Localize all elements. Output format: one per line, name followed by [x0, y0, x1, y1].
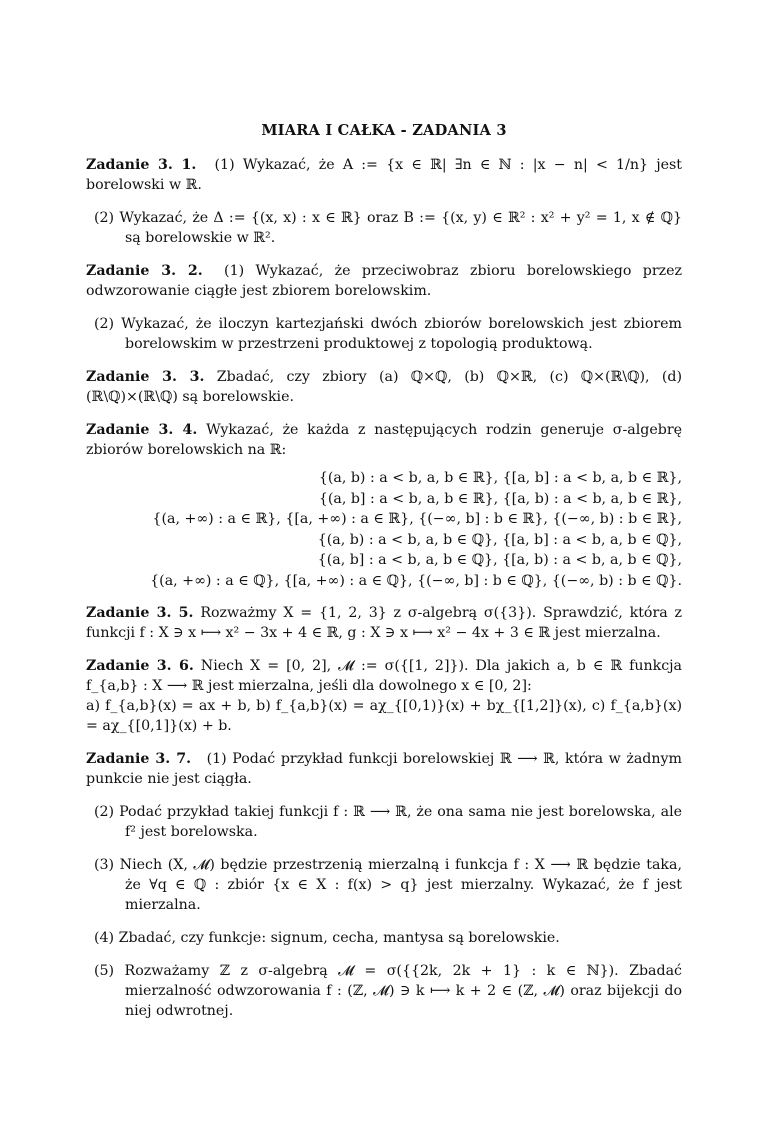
- exercise-3-6: [86, 656, 682, 736]
- family-line: {(a, +∞) : a ∈ ℚ}, {[a, +∞) : a ∈ ℚ}, {(−∞, b] : b ∈ ℚ}, {(−∞, b) : b ∈ ℚ}.: [150, 572, 682, 589]
- exercise-3-7-part-4: (4) Zbadać, czy funkcje: signum, cecha, mantysa są borelowskie.: [94, 930, 560, 946]
- exercise-text: Niech X = [0, 2], 𝓜 := σ({[1, 2]}). Dla jakich a, b ∈ ℝ funkcja f_{a,b} : X ⟶ ℝ jest mierzalna, jeśli dla dowolnego x ∈ [0, 2]:: [86, 658, 682, 694]
- exercise-label: Zadanie 3. 3.: [86, 369, 205, 385]
- exercise-label: Zadanie 3. 2.: [86, 263, 203, 279]
- exercise-label: Zadanie 3. 7.: [86, 751, 192, 767]
- family-line: {(a, b) : a < b, a, b ∈ ℝ}, {[a, b] : a < b, a, b ∈ ℝ},: [318, 470, 682, 486]
- exercise-3-1: [86, 155, 682, 195]
- exercise-3-1-part-2: (2) Wykazać, że Δ := {(x, x) : x ∈ ℝ} oraz B := {(x, y) ∈ ℝ² : x² + y² = 1, x ∉ ℚ} są borelowskie w ℝ².: [94, 210, 682, 246]
- exercise-3-3: [86, 367, 682, 407]
- exercise-label: Zadanie 3. 4.: [86, 422, 198, 438]
- exercise-label: Zadanie 3. 1.: [86, 157, 197, 173]
- family-line: {(a, b] : a < b, a, b ∈ ℝ}, {[a, b) : a < b, a, b ∈ ℝ},: [318, 490, 682, 507]
- exercise-3-7-part-2: (2) Podać przykład takiej funkcji f : ℝ ⟶ ℝ, że ona sama nie jest borelowska, ale f² jest borelowska.: [94, 804, 682, 840]
- family-line: {(a, b] : a < b, a, b ∈ ℚ}, {[a, b) : a < b, a, b ∈ ℚ},: [317, 552, 682, 568]
- page-title: MIARA I CAŁKA - ZADANIA 3: [261, 122, 507, 139]
- exercise-cases: a) f_{a,b}(x) = ax + b, b) f_{a,b}(x) = aχ_{[0,1)}(x) + bχ_{[1,2]}(x), c) f_{a,b}(x) = aχ_{[0,1]}(x) + b.: [86, 698, 682, 734]
- exercise-text: (1) Podać przykład funkcji borelowskiej ℝ ⟶ ℝ, która w żadnym punkcie nie jest ciągła.: [86, 751, 682, 787]
- exercise-3-7: [86, 749, 682, 789]
- document-page: [0, 121, 768, 1145]
- family-line: {(a, +∞) : a ∈ ℝ}, {[a, +∞) : a ∈ ℝ}, {(−∞, b] : b ∈ ℝ}, {(−∞, b) : b ∈ ℝ},: [152, 511, 682, 527]
- exercise-text: Zbadać, czy zbiory (a) ℚ×ℚ, (b) ℚ×ℝ, (c) ℚ×(ℝ\ℚ), (d) (ℝ\ℚ)×(ℝ\ℚ) są borelowskie.: [86, 369, 683, 405]
- exercise-3-5: [86, 603, 682, 643]
- family-line: {(a, b) : a < b, a, b ∈ ℚ}, {[a, b] : a < b, a, b ∈ ℚ},: [317, 531, 682, 548]
- exercise-3-7-part-3: (3) Niech (X, 𝓜) będzie przestrzenią mierzalną i funkcja f : X ⟶ ℝ będzie taka, że ∀q ∈ ℚ : zbiór {x ∈ X : f(x) > q} jest mierzalny. Wykazać, że f jest mierzalna.: [94, 857, 682, 913]
- exercise-3-4: [86, 420, 682, 460]
- exercise-text: Wykazać, że każda z następujących rodzin generuje σ-algebrę zbiorów borelowskich na ℝ:: [86, 422, 682, 458]
- exercise-text: (1) Wykazać, że A := {x ∈ ℝ| ∃n ∈ ℕ : |x − n| < 1/n} jest borelowski w ℝ.: [86, 157, 683, 193]
- exercise-label: Zadanie 3. 5.: [86, 605, 194, 621]
- exercise-text: (1) Wykazać, że przeciwobraz zbioru borelowskiego przez odwzorowanie ciągłe jest zbiorem borelowskim.: [86, 263, 682, 299]
- generating-families: [86, 468, 682, 591]
- exercise-text: Rozważmy X = {1, 2, 3} z σ-algebrą σ({3}). Sprawdzić, która z funkcji f : X ∋ x ⟼ x² − 3x + 4 ∈ ℝ, g : X ∋ x ⟼ x² − 4x + 3 ∈ ℝ jest mierzalna.: [86, 605, 682, 641]
- exercise-3-7-part-5: (5) Rozważamy ℤ z σ-algebrą 𝓜 = σ({{2k, 2k + 1} : k ∈ ℕ}). Zbadać mierzalność odwzorowania f : (ℤ, 𝓜) ∋ k ⟼ k + 2 ∈ (ℤ, 𝓜) oraz bijekcji do niej odwrotnej.: [94, 963, 682, 1019]
- exercise-label: Zadanie 3. 6.: [86, 658, 194, 674]
- exercise-3-2: [86, 261, 682, 301]
- exercise-3-2-part-2: (2) Wykazać, że iloczyn kartezjański dwóch zbiorów borelowskich jest zbiorem borelowskim w przestrzeni produktowej z topologią produktową.: [94, 316, 682, 352]
